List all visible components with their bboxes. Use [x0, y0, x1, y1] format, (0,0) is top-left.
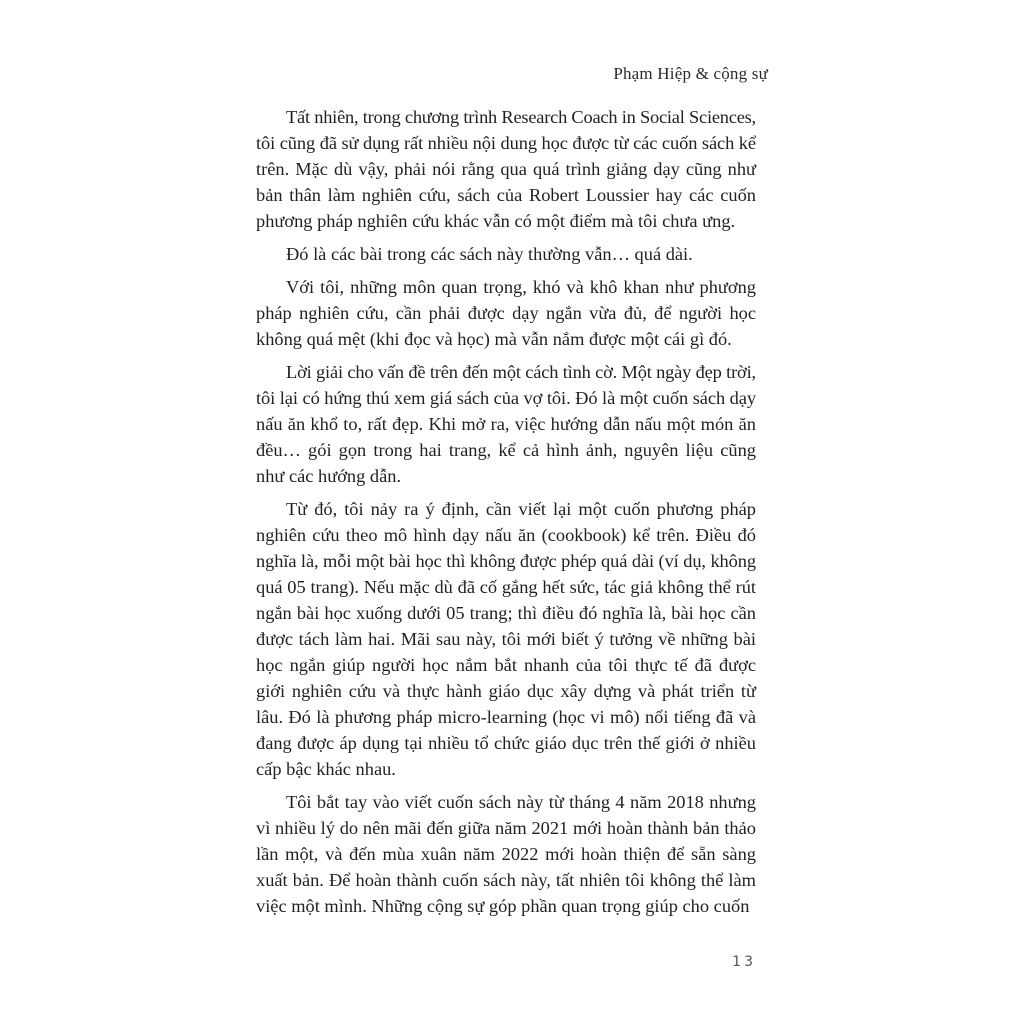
text-line: cấp bậc khác nhau.	[256, 759, 396, 779]
text-line: bản thân làm nghiên cứu, sách của Robert Loussier hay các cuốn	[256, 185, 756, 205]
paragraph	[256, 359, 756, 489]
text-line: Đó là các bài trong các sách này thường vẫn… quá dài.	[286, 244, 693, 264]
text-line: nấu ăn khổ to, rất đẹp. Khi mở ra, việc hướng dẫn nấu một món ăn	[256, 414, 756, 434]
text-line: như các hướng dẫn.	[256, 466, 402, 486]
paragraph	[256, 274, 756, 352]
text-line: vì nhiều lý do nên mãi đến giữa năm 2021 mới hoàn thành bản thảo	[256, 818, 756, 838]
paragraph	[256, 104, 756, 234]
text-line: việc một mình. Những cộng sự góp phần quan trọng giúp cho cuốn	[256, 896, 750, 916]
text-line: đang được áp dụng tại nhiều tổ chức giáo dục trên thế giới ở nhiều	[256, 733, 756, 753]
text-line: nghĩa là, mỗi một bài học thì không được phép quá dài (ví dụ, không	[256, 551, 756, 571]
text-line: trên. Mặc dù vậy, phải nói rằng qua quá trình giảng dạy cũng như	[256, 159, 756, 179]
text-line: lần một, và đến mùa xuân năm 2022 mới hoàn thiện để sẵn sàng	[256, 844, 756, 864]
paragraph	[256, 496, 756, 782]
text-line: đều… gói gọn trong hai trang, kể cả hình ảnh, nguyên liệu cũng	[256, 440, 756, 460]
text-line: nghiên cứu theo mô hình dạy nấu ăn (cookbook) kể trên. Điều đó	[256, 525, 756, 545]
paragraph	[256, 789, 756, 919]
text-line: lâu. Đó là phương pháp micro-learning (học vi mô) nổi tiếng đã và	[256, 707, 756, 727]
text-line: Lời giải cho vấn đề trên đến một cách tình cờ. Một ngày đẹp trời,	[286, 362, 756, 382]
text-line: không quá mệt (khi đọc và học) mà vẫn nắm được một cái gì đó.	[256, 329, 732, 349]
text-line: tôi lại có hứng thú xem giá sách của vợ tôi. Đó là một cuốn sách dạy	[256, 388, 757, 408]
text-line: pháp nghiên cứu, cần phải được dạy ngắn vừa đủ, để người học	[256, 303, 756, 323]
text-line: học ngắn giúp người học nắm bắt nhanh của tôi thực tế đã được	[256, 655, 756, 675]
running-header: Phạm Hiệp & cộng sự	[613, 64, 768, 83]
text-line: quá 05 trang). Nếu mặc dù đã cố gắng hết sức, tác giả không thể rút	[256, 577, 756, 597]
text-line: phương pháp nghiên cứu khác vẫn có một điểm mà tôi chưa ưng.	[256, 211, 736, 231]
text-line: ngắn bài học xuống dưới 05 trang; thì điều đó nghĩa là, bài học cần	[256, 603, 756, 623]
body-text	[256, 104, 756, 926]
text-line: Từ đó, tôi nảy ra ý định, cần viết lại một cuốn phương pháp	[286, 499, 757, 519]
page-number: 13	[732, 954, 756, 970]
text-line: tôi cũng đã sử dụng rất nhiều nội dung học được từ các cuốn sách kể	[256, 133, 756, 153]
text-line: Tất nhiên, trong chương trình Research Coach in Social Sciences,	[286, 107, 756, 127]
paragraph	[256, 241, 756, 267]
text-line: giới nghiên cứu và thực hành giáo dục xây dựng và phát triển từ	[256, 681, 756, 701]
text-line: Tôi bắt tay vào viết cuốn sách này từ tháng 4 năm 2018 nhưng	[286, 792, 756, 812]
text-line: xuất bản. Để hoàn thành cuốn sách này, tất nhiên tôi không thể làm	[256, 870, 756, 890]
text-line: được tách làm hai. Mãi sau này, tôi mới biết ý tưởng về những bài	[256, 629, 756, 649]
text-line: Với tôi, những môn quan trọng, khó và khô khan như phương	[286, 277, 756, 297]
